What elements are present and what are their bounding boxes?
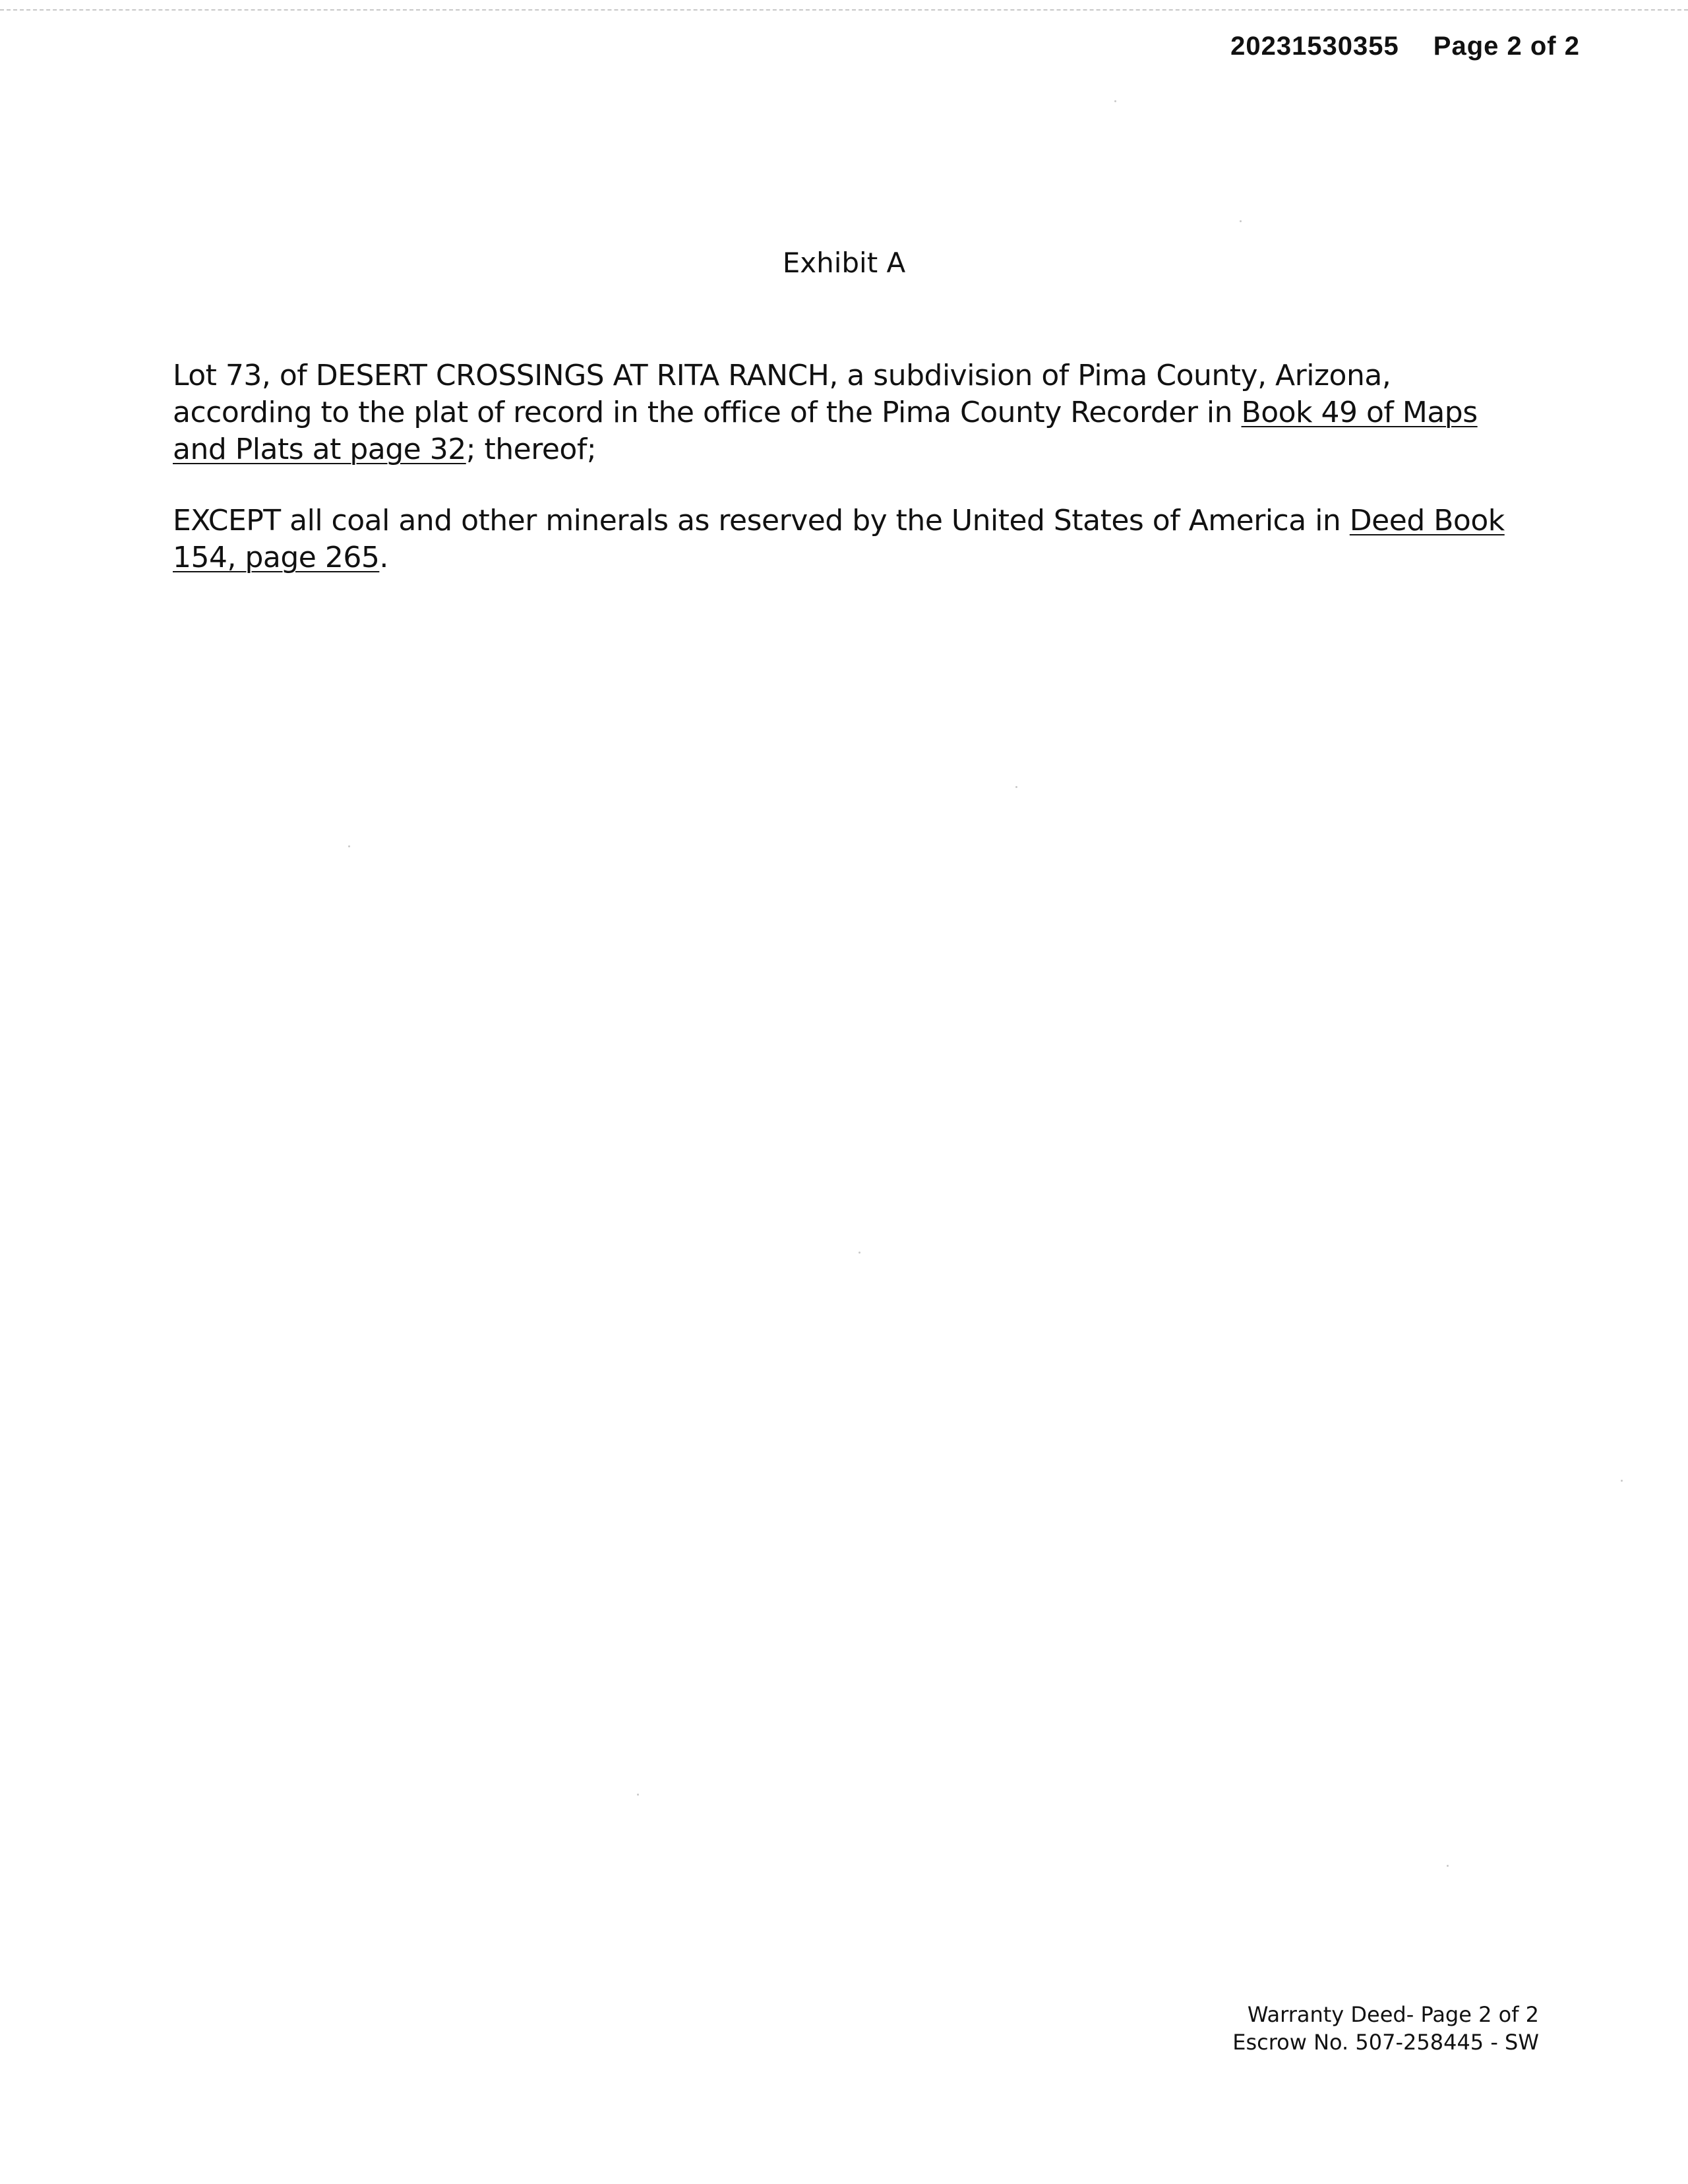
scan-speck <box>1240 220 1242 222</box>
scan-speck <box>1621 1480 1623 1482</box>
page-footer <box>1232 2001 1539 2056</box>
deed-book-reference: Deed Book 154, page 265 <box>173 504 1505 574</box>
scan-edge-artifact <box>0 9 1688 15</box>
footer-escrow-number: Escrow No. 507-258445 - SW <box>1232 2030 1539 2055</box>
scan-speck <box>637 1794 639 1796</box>
document-number: 20231530355 <box>1230 32 1399 61</box>
scan-speck <box>1447 1865 1449 1867</box>
mineral-exception-paragraph <box>173 502 1531 576</box>
paragraph-text: . <box>379 541 388 574</box>
recording-stamp <box>1230 32 1580 61</box>
scan-speck <box>1114 100 1116 102</box>
paragraph-text: EXCEPT all coal and other minerals as reserved by the United States of America in <box>173 504 1350 537</box>
scan-speck <box>1015 786 1017 788</box>
plat-book-reference: Book 49 of Maps and Plats at page 32 <box>173 396 1478 466</box>
scan-speck <box>859 1252 860 1254</box>
exhibit-title: Exhibit A <box>782 247 906 279</box>
paragraph-text: Lot 73, of DESERT CROSSINGS AT RITA RANCH, a subdivision of Pima County, Arizona, according to the plat of record in the office of the Pima County Recorder in <box>173 359 1391 429</box>
scan-speck <box>348 845 350 847</box>
page-indicator: Page 2 of 2 <box>1433 32 1580 61</box>
footer-deed-page: Warranty Deed- Page 2 of 2 <box>1247 2002 1539 2027</box>
paragraph-text: ; thereof; <box>466 433 597 466</box>
legal-description-paragraph <box>173 357 1531 468</box>
